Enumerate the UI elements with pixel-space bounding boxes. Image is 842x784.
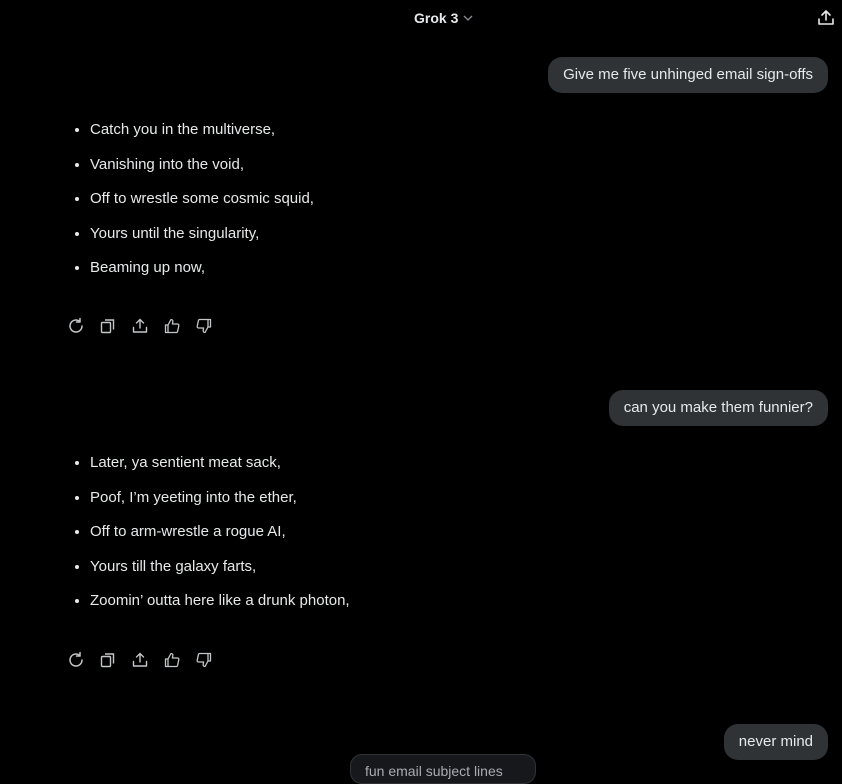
thumbs-down-button[interactable] <box>192 314 216 338</box>
list-item: • Poof, I’m yeeting into the ether, <box>90 488 350 523</box>
response-actions <box>64 314 216 338</box>
chevron-down-icon <box>462 12 474 24</box>
list-item: • Zoomin’ outta here like a drunk photon, <box>90 591 350 626</box>
list-item: • Catch you in the multiverse, <box>90 120 314 155</box>
regenerate-icon <box>67 651 85 669</box>
top-bar <box>0 0 842 36</box>
copy-icon <box>99 651 117 669</box>
copy-button[interactable] <box>96 314 120 338</box>
thumbs-up-icon <box>163 651 181 669</box>
model-name: Grok 3 <box>414 10 459 26</box>
regenerate-icon <box>67 317 85 335</box>
assistant-response <box>71 120 314 293</box>
list-item: • Yours till the galaxy farts, <box>90 557 350 592</box>
share-icon <box>131 651 149 669</box>
copy-button[interactable] <box>96 648 120 672</box>
response-actions <box>64 648 216 672</box>
thumbs-up-icon <box>163 317 181 335</box>
regenerate-button[interactable] <box>64 648 88 672</box>
suggestion-chip[interactable]: fun email subject lines <box>350 754 536 784</box>
assistant-response <box>71 453 350 626</box>
thumbs-up-button[interactable] <box>160 314 184 338</box>
list-item: • Beaming up now, <box>90 258 314 293</box>
regenerate-button[interactable] <box>64 314 88 338</box>
user-message: can you make them funnier? <box>609 390 828 426</box>
list-item: • Yours until the singularity, <box>90 224 314 259</box>
thumbs-down-button[interactable] <box>192 648 216 672</box>
list-item: • Vanishing into the void, <box>90 155 314 190</box>
user-message: never mind <box>724 724 828 760</box>
share-response-button[interactable] <box>128 648 152 672</box>
list-item: • Later, ya sentient meat sack, <box>90 453 350 488</box>
model-selector[interactable] <box>406 6 482 30</box>
share-response-button[interactable] <box>128 314 152 338</box>
thumbs-up-button[interactable] <box>160 648 184 672</box>
list-item: • Off to arm-wrestle a rogue AI, <box>90 522 350 557</box>
thumbs-down-icon <box>195 317 213 335</box>
thumbs-down-icon <box>195 651 213 669</box>
share-icon <box>131 317 149 335</box>
share-conversation-button[interactable] <box>816 8 836 28</box>
user-message: Give me five unhinged email sign-offs <box>548 57 828 93</box>
share-icon <box>817 9 835 27</box>
copy-icon <box>99 317 117 335</box>
list-item: • Off to wrestle some cosmic squid, <box>90 189 314 224</box>
